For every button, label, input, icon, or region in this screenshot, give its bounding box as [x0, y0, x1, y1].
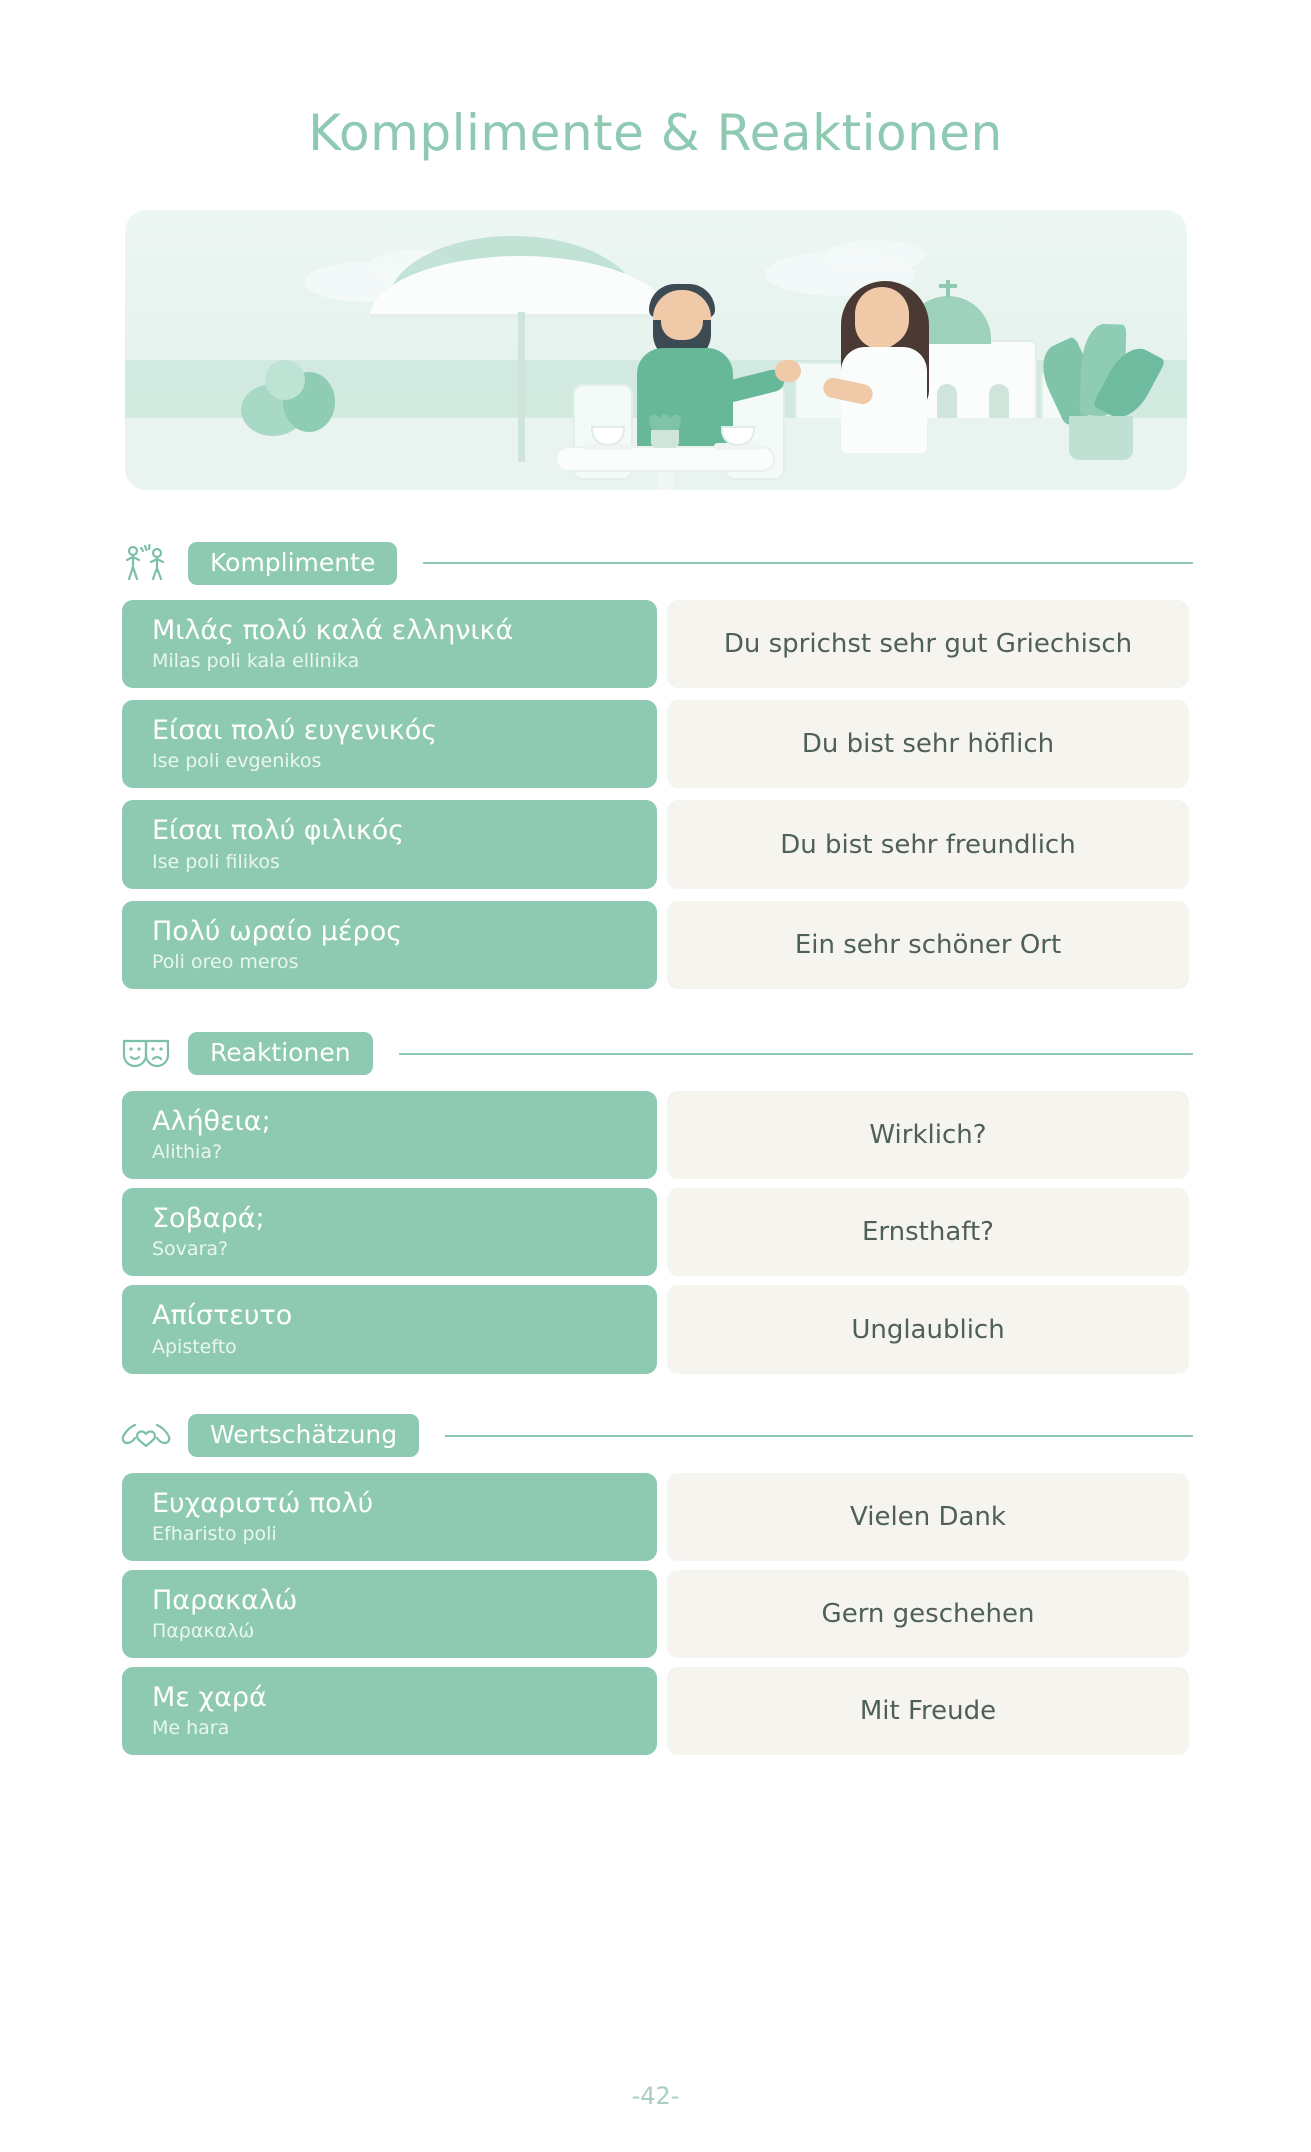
face — [855, 295, 905, 349]
bush — [265, 360, 305, 400]
greek-phrase: Είσαι πολύ φιλικός — [152, 815, 405, 847]
hero-illustration — [125, 210, 1187, 490]
section-header-reaktionen — [118, 1031, 1311, 1077]
page — [0, 104, 1311, 2152]
section-label-komplimente: Komplimente — [188, 542, 397, 585]
section-label-reaktionen: Reaktionen — [188, 1032, 373, 1075]
table-row — [122, 1570, 1189, 1658]
table-row — [122, 1473, 1189, 1561]
transliteration: Παρακαλώ — [152, 1620, 255, 1643]
table-row — [122, 600, 1189, 688]
table-row — [122, 1188, 1189, 1276]
german-cell: Ernsthaft? — [667, 1188, 1189, 1276]
section-divider — [445, 1435, 1193, 1437]
table-row — [122, 901, 1189, 989]
greek-cell — [122, 1188, 657, 1276]
hands-heart-icon — [118, 1413, 174, 1459]
hand — [775, 360, 801, 382]
greek-phrase: Σοβαρά; — [152, 1203, 265, 1235]
person-woman — [815, 285, 955, 480]
transliteration: Ise poli evgenikos — [152, 750, 322, 773]
section-divider — [399, 1053, 1193, 1055]
greek-cell — [122, 1473, 657, 1561]
greek-phrase: Πολύ ωραίο μέρος — [152, 915, 403, 947]
rows-wertschaetzung — [0, 1473, 1311, 1756]
german-cell: Du bist sehr freundlich — [667, 800, 1189, 888]
german-cell: Unglaublich — [667, 1285, 1189, 1373]
section-label-wertschaetzung: Wertschätzung — [188, 1414, 419, 1457]
german-cell: Wirklich? — [667, 1091, 1189, 1179]
greek-phrase: Μιλάς πολύ καλά ελληνικά — [152, 615, 514, 646]
greek-cell — [122, 600, 657, 688]
transliteration: Poli oreo meros — [152, 950, 299, 973]
transliteration: Efharisto poli — [152, 1522, 277, 1545]
greek-cell — [122, 700, 657, 788]
rows-reaktionen — [0, 1091, 1311, 1374]
table-row — [122, 700, 1189, 788]
spacer — [0, 1383, 1311, 1413]
greek-phrase: Ευχαριστώ πολύ — [152, 1487, 374, 1519]
greek-phrase: Παρακαλώ — [152, 1584, 298, 1616]
section-header-komplimente — [118, 540, 1311, 586]
transliteration: Sovara? — [152, 1238, 229, 1261]
greek-cell — [122, 1285, 657, 1373]
transliteration: Milas poli kala ellinika — [152, 650, 360, 673]
spacer — [0, 1001, 1311, 1031]
flower-pot — [651, 430, 679, 448]
table-row — [122, 1285, 1189, 1373]
greek-phrase: Αλήθεια; — [152, 1105, 271, 1137]
plant-left — [237, 340, 347, 436]
greek-cell — [122, 1667, 657, 1755]
rows-komplimente — [0, 600, 1311, 989]
german-cell: Ein sehr schöner Ort — [667, 901, 1189, 989]
cloud-icon — [825, 240, 925, 272]
masks-icon — [118, 1031, 174, 1077]
greek-cell — [122, 901, 657, 989]
transliteration: Apistefto — [152, 1335, 237, 1358]
german-cell: Mit Freude — [667, 1667, 1189, 1755]
german-cell: Gern geschehen — [667, 1570, 1189, 1658]
greek-phrase: Με χαρά — [152, 1682, 267, 1714]
flower-pot — [1069, 416, 1133, 460]
section-divider — [423, 562, 1193, 564]
table-row — [122, 1667, 1189, 1755]
plant-right — [1041, 310, 1161, 460]
greek-cell — [122, 1570, 657, 1658]
table-row — [122, 800, 1189, 888]
greek-phrase: Είσαι πολύ ευγενικός — [152, 715, 438, 747]
german-cell: Du sprichst sehr gut Griechisch — [667, 600, 1189, 688]
compliment-icon — [118, 540, 174, 586]
page-title: Komplimente & Reaktionen — [308, 104, 1003, 162]
german-cell: Du bist sehr höflich — [667, 700, 1189, 788]
section-header-wertschaetzung — [118, 1413, 1311, 1459]
greek-cell — [122, 800, 657, 888]
umbrella-pole — [518, 312, 525, 462]
table-row — [122, 1091, 1189, 1179]
page-number: -42- — [631, 2082, 680, 2110]
transliteration: Alithia? — [152, 1141, 223, 1164]
german-cell: Vielen Dank — [667, 1473, 1189, 1561]
greek-phrase: Απίστευτο — [152, 1300, 293, 1332]
greek-cell — [122, 1091, 657, 1179]
window — [989, 384, 1009, 418]
transliteration: Ise poli filikos — [152, 850, 280, 873]
transliteration: Me hara — [152, 1717, 230, 1740]
succulent-icon — [647, 414, 683, 448]
